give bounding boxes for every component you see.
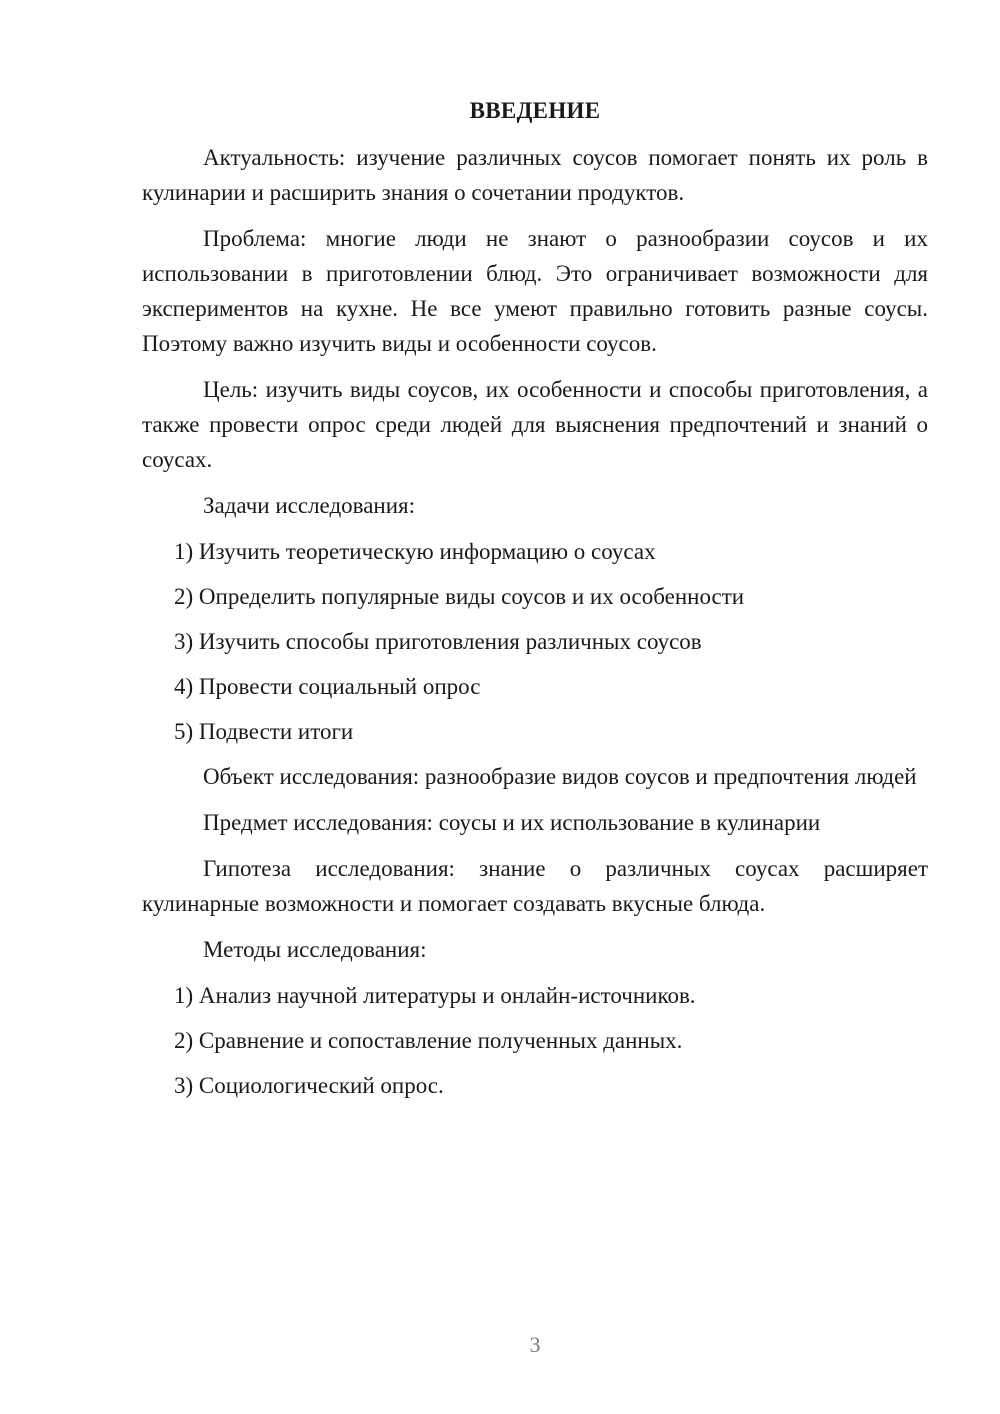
- page-title: ВВЕДЕНИЕ: [469, 98, 601, 123]
- hypothesis-paragraph: Гипотеза исследования: знание о различных соусах расширяет кулинарные возможности и помогает создавать вкусные блюда.: [142, 856, 928, 916]
- task-item-2: 2) Определить популярные виды соусов и их особенности: [174, 584, 745, 609]
- task-item-4: 4) Провести социальный опрос: [174, 674, 481, 699]
- method-item-2: 2) Сравнение и сопоставление полученных данных.: [174, 1028, 683, 1053]
- subject-paragraph: Предмет исследования: соусы и их использование в кулинарии: [203, 810, 821, 835]
- page-number: 3: [529, 1332, 541, 1357]
- method-item-3: 3) Социологический опрос.: [174, 1073, 444, 1098]
- task-item-3: 3) Изучить способы приготовления различных соусов: [174, 629, 702, 654]
- task-item-1: 1) Изучить теоретическую информацию о соусах: [174, 539, 656, 564]
- document-body: [142, 140, 928, 1113]
- tasks-heading: Задачи исследования:: [203, 493, 416, 518]
- method-item-1: 1) Анализ научной литературы и онлайн-источников.: [174, 983, 696, 1008]
- goal-paragraph: Цель: изучить виды соусов, их особенности и способы приготовления, а также провести опрос среди людей для выяснения предпочтений и знаний о соусах.: [142, 377, 928, 472]
- relevance-paragraph: Актуальность: изучение различных соусов помогает понять их роль в кулинарии и расширить знания о сочетании продуктов.: [142, 145, 928, 205]
- object-paragraph: Объект исследования: разнообразие видов соусов и предпочтения людей: [203, 764, 917, 789]
- problem-paragraph: Проблема: многие люди не знают о разнообразии соусов и их использовании в приготовлении блюд. Это ограничивает возможности для экспериментов на кухне. Не все умеют правильно готовить разные соусы. Поэтому важно изучить виды и особенности соусов.: [142, 226, 928, 356]
- methods-heading: Методы исследования:: [203, 937, 427, 962]
- task-item-5: 5) Подвести итоги: [174, 719, 354, 744]
